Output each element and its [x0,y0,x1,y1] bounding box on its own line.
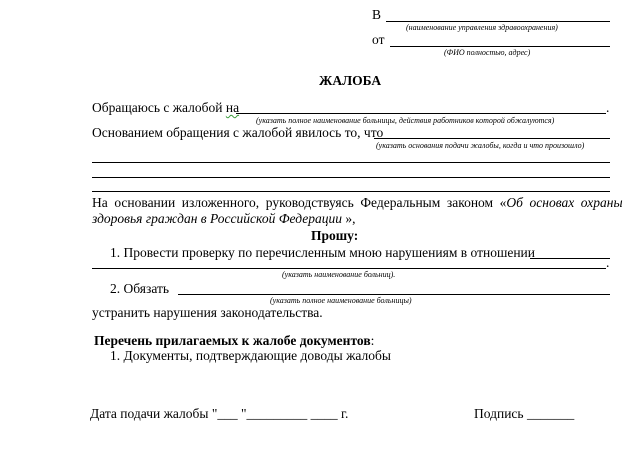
attachments-item-1: 1. Документы, подтверждающие доводы жалобы [110,348,391,363]
complaint-intro-on: на [225,100,240,115]
from-hint: (ФИО полностью, адрес) [444,48,531,57]
to-line [386,21,610,22]
attachments-heading-text: Перечень прилагаемых к жалобе документов [94,333,371,348]
complaint-intro-hint: (указать полное наименование больницы, действия работников которой обжалуются) [256,116,555,125]
blank-line-1 [92,162,610,163]
complaint-intro-text: Обращаюсь с жалобой [92,100,226,115]
request-item-1-end: . [606,255,610,270]
legal-basis-end: », [341,211,356,226]
legal-basis-plain: На основании изложенного, руководствуясь Федеральным законом « [92,195,507,210]
request-item-2-hint: (указать полное наименование больницы) [270,296,412,305]
request-item-1-hint: (указать наименование больниц). [282,270,396,279]
blank-line-3 [92,191,610,192]
request-item-2: 2. Обязать [110,281,170,296]
request-item-1-line2 [92,268,606,269]
complaint-intro [92,100,239,116]
request-heading: Прошу: [311,228,359,243]
to-prefix: В [372,7,382,22]
signature: Подпись _______ [474,406,575,421]
attachments-heading [94,333,374,349]
request-item-2-continuation: устранить нарушения законодательства. [92,305,323,320]
complaint-intro-line [236,113,606,114]
legal-basis-law-part1: Об основах охраны [506,195,623,210]
blank-line-2 [92,177,610,178]
legal-basis-line1 [92,195,623,211]
to-hint: (наименование управления здравоохранения) [406,23,558,32]
legal-basis-law-part2: здоровья граждан в Российской Федерации [92,211,342,226]
attachments-heading-colon: : [370,333,375,348]
complaint-intro-end: . [606,100,610,115]
complaint-basis-hint: (указать основания подачи жалобы, когда и что произошло) [376,141,585,150]
submission-date: Дата подачи жалобы "___ "_________ ____ г. [90,406,349,421]
legal-basis-line2 [92,211,355,227]
request-item-1: 1. Провести проверку по перечисленным мною нарушениям в отношении [110,245,535,260]
request-item-1-line [530,258,610,259]
from-prefix: от [372,32,385,47]
complaint-basis-line [374,138,610,139]
from-line [390,46,610,47]
complaint-basis: Основанием обращения с жалобой явилось то, что [92,125,384,140]
request-item-2-line [178,294,610,295]
document-title: ЖАЛОБА [319,73,382,88]
